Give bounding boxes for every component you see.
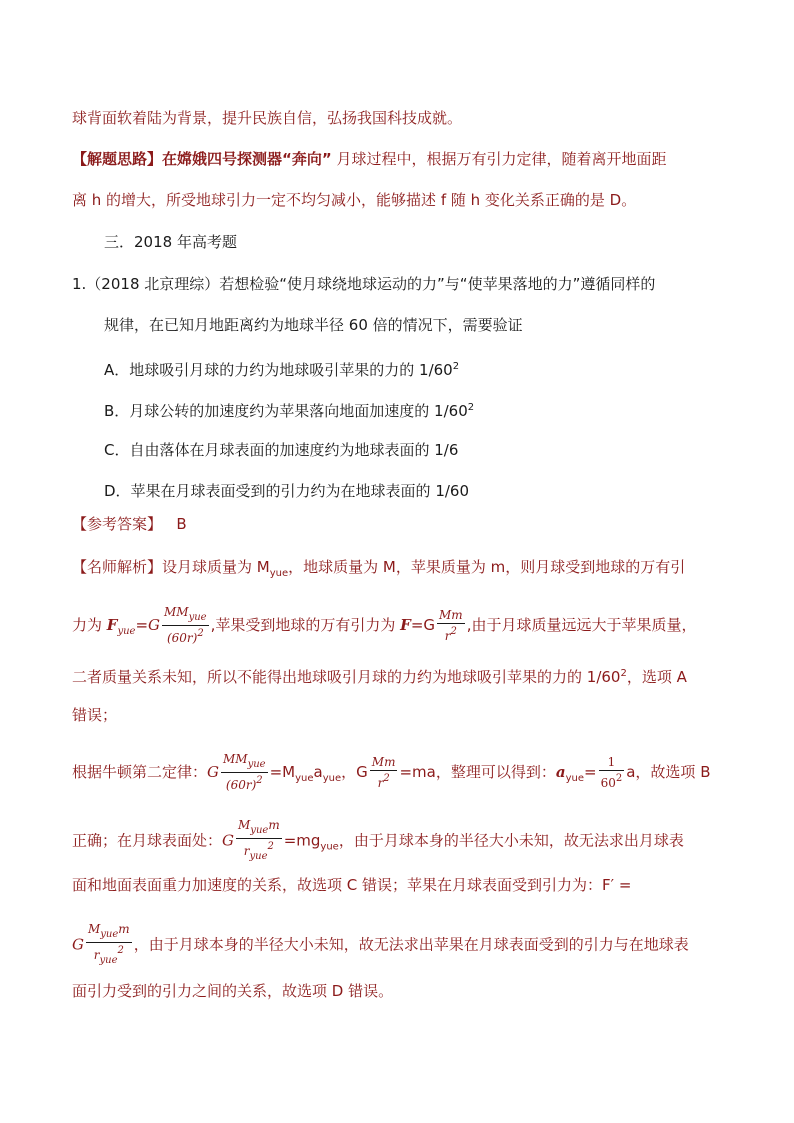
analysis-line-8: G $\frac{M_{yue}m}{r_{yue}^2}$ ，由于月球本身的半径大小未知，故无法求出苹果在月球表面受到的引力与在地球表 [72,922,689,966]
option-a: A．地球吸引月球的力约为地球吸引苹果的力的 $1/60^2$ [104,361,460,379]
formula-fraction: $\frac{Mm}{r^2}$ [371,754,396,790]
formula-fraction: $\frac{Mm}{r^2}$ [439,607,463,643]
solution-idea-line-1 [72,148,667,170]
analysis-line-3: 二者质量关系未知，所以不能得出地球吸引月球的力约为地球吸引苹果的力的 $1/60^2$，选项 A [72,668,687,686]
text-line-1: 球背面软着陆为背景，提升民族自信，弘扬我国科技成就。 [72,109,463,127]
analysis-line-7: 面和地面表面重力加速度的关系，故选项 C 错误；苹果在月球表面受到引力为：F′ = [72,876,632,894]
answer-value: B [176,515,187,533]
formula-fraction: $\frac{MM_{yue}}{(60r)^2}$ [223,752,266,792]
formula-fraction: $\frac{M_{yue}m}{r_{yue}^2}$ [87,922,130,966]
analysis-line-4: 错误； [72,706,118,724]
analysis-line-9: 面引力受到的引力之间的关系，故选项 D 错误。 [72,982,394,1000]
formula-fraction: $\frac{M_{yue}m}{r_{yue}^2}$ [238,818,280,862]
analysis-line-5: 根据牛顿第二定律：G $\frac{MM_{yue}}{(60r)^2}$ $=M_{yue}a_{yue}$，G $\frac{Mm}{r^2}$ =ma，整理可以得到：$a_{yue}=$ $\frac{1}{60^2}$ a，故选项 B [72,752,711,792]
solution-idea-text: 月球过程中，根据万有引力定律，随着离开地面距 [331,150,667,168]
question-line-1: 1.（2018 北京理综）若想检验“使月球绕地球运动的力”与“使苹果落地的力”遵循同样的 [72,275,656,293]
formula-fraction: $\frac{1}{60^2}$ [600,754,623,790]
analysis-line-1: 【名师解析】设月球质量为 $M_{yue}$，地球质量为 M，苹果质量为 m，则月球受到地球的万有引 [72,558,686,579]
option-c: C．自由落体在月球表面的加速度约为地球表面的 1/6 [104,441,459,459]
solution-idea-line-2: 离 h 的增大，所受地球引力一定不均匀减小，能够描述 f 随 h 变化关系正确的是 D。 [72,191,637,209]
question-line-2: 规律，在已知月地距离约为地球半径 60 倍的情况下，需要验证 [104,316,523,334]
analysis-line-6: 正确；在月球表面处：G $\frac{M_{yue}m}{r_{yue}^2}$ $=mg_{yue}$，由于月球本身的半径大小未知，故无法求出月球表 [72,818,684,862]
answer-label: 【参考答案】 [72,515,163,533]
formula-fraction: $\frac{MM_{yue}}{(60r)^2}$ [164,605,207,645]
section-title: 三．2018 年高考题 [104,233,237,251]
solution-idea-label: 【解题思路】在嫦娥四号探测器“奔向” [72,150,332,168]
answer-line [72,513,187,535]
option-d: D．苹果在月球表面受到的引力约为在地球表面的 1/60 [104,482,470,500]
analysis-label: 【名师解析】 [72,558,163,576]
option-b: B．月球公转的加速度约为苹果落向地面加速度的 $1/60^2$ [104,402,475,420]
analysis-line-2: 力为 $F_{yue}=G$ $\frac{MM_{yue}}{(60r)^2}$ ,苹果受到地球的万有引力为 F=G $\frac{Mm}{r^2}$ ,由于月球质量远远大于苹果质量， [72,605,697,645]
